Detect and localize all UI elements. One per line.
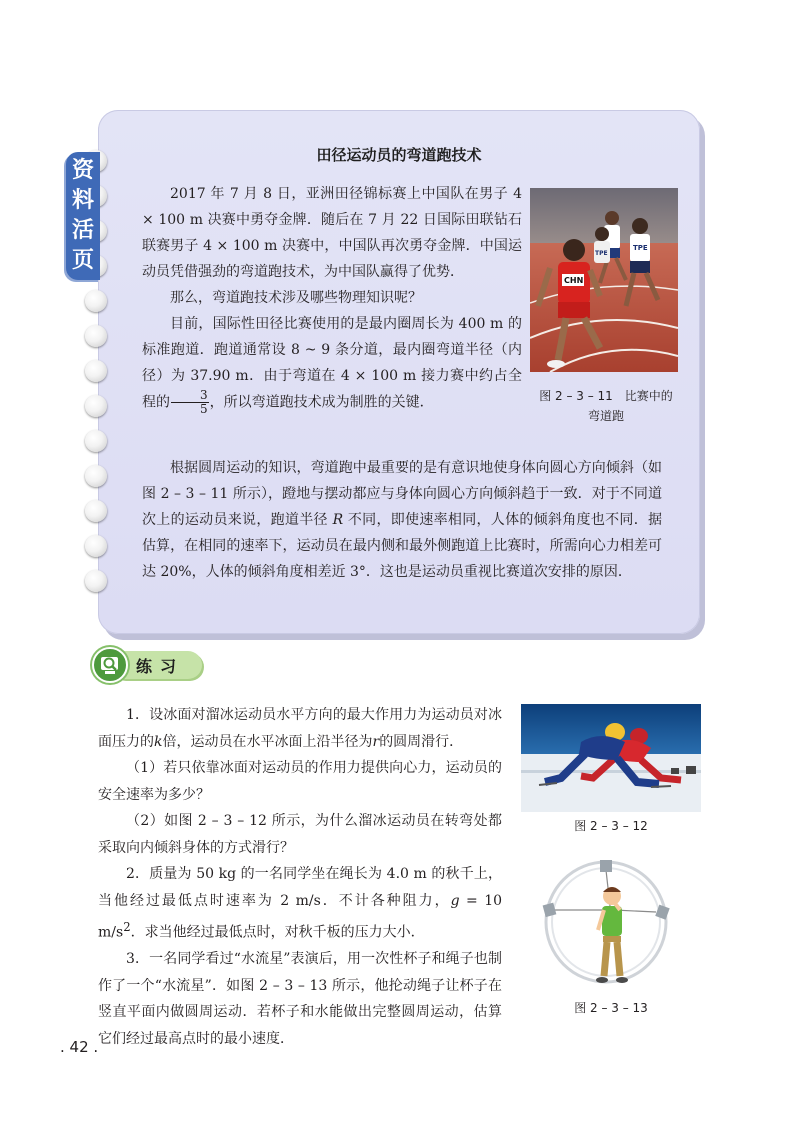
box-title: 田径运动员的弯道跑技术 — [316, 146, 482, 164]
bib-tpe: TPE — [633, 244, 648, 252]
paragraph: 那么，弯道跑技术涉及哪些物理知识呢？ — [170, 290, 422, 306]
variable-k: k — [154, 733, 163, 750]
binder-ring — [85, 395, 107, 417]
bib-tpe: TPE — [595, 250, 608, 257]
box-paragraph-full — [142, 455, 662, 585]
exercise-label: 练习 — [136, 657, 185, 676]
binder-ring — [85, 535, 107, 557]
paragraph-text: ，所以弯道跑技术成为制胜的关键． — [209, 394, 434, 411]
bib-chn: CHN — [564, 276, 584, 285]
box-paragraphs — [142, 181, 522, 416]
binder-ring — [85, 360, 107, 382]
runners-photo — [530, 188, 678, 372]
question-1 — [98, 702, 502, 755]
side-tab-char: 资 — [71, 158, 94, 183]
fraction-denominator: 5 — [200, 402, 208, 416]
paragraph-text: 根据圆周运动的知识，弯道跑中最重要的是有意识地使身体向圆心方向倾斜（如图 2 – 3 – 11 所示），蹬地与摆动都应与身体向圆心方向倾斜趋于一致．对于不同道次上的运动员来说，跑道半径 — [142, 460, 662, 528]
paragraph — [142, 455, 662, 585]
skaters-photo — [521, 704, 701, 812]
paragraph: 2017 年 7 月 8 日，亚洲田径锦标赛上中国队在男子 4 × 100 m 决赛中勇夺金牌．随后在 7 月 22 日国际田联钻石联赛男子 4 × 100 m 决赛中，中国队再次勇夺金牌．中国运动员凭借强劲的弯道跑技术，为中国队赢得了优势． — [142, 186, 522, 280]
paragraph-text: 目前，国际性田径比赛使用的是最内圈周长为 400 m 的标准跑道．跑道通常设 8 ~ 9 条分道，最内圈弯道半径（内径）为 37.90 m．由于弯道在 4 × 100 m 接力赛中约占全程的 — [142, 316, 522, 411]
paragraph — [142, 311, 522, 416]
side-tab-char: 料 — [71, 188, 94, 213]
figure-caption-12: 图 2 – 3 – 12 — [574, 819, 648, 833]
variable-r: R — [332, 512, 344, 528]
magnifier-icon — [92, 647, 128, 683]
superscript: 2 — [123, 920, 131, 934]
side-tab-char: 活 — [71, 218, 94, 243]
figure-caption-13: 图 2 – 3 – 13 — [574, 1001, 648, 1015]
question-2 — [98, 861, 502, 946]
side-tab-material-page — [66, 152, 100, 280]
question-text: 1．设冰面对溜冰运动员水平方向的最大作用力为运动员对冰面压力的 — [98, 707, 502, 750]
binder-ring — [85, 325, 107, 347]
binder-ring — [85, 570, 107, 592]
fraction-numerator: 3 — [171, 389, 209, 403]
question-1-sub-2: （2）如图 2 – 3 – 12 所示，为什么溜冰运动员在转弯处都采取向内倾斜身体的方式滑行？ — [98, 813, 502, 856]
question-3: 3．一名同学看过“水流星”表演后，用一次性杯子和绳子也制作了一个“水流星”．如图 2 – 3 – 13 所示，他抡动绳子让杯子在竖直平面内做圆周运动．若杯子和水能做出完整圆周运动，估算它们经过最高点时的最小速度． — [98, 951, 502, 1047]
binder-ring — [85, 465, 107, 487]
runners-illustration — [530, 188, 678, 372]
water-meteor-figure — [540, 852, 672, 998]
question-1-sub-1: （1）若只依靠冰面对运动员的作用力提供向心力，运动员的安全速率为多少？ — [98, 760, 502, 803]
figure-caption — [528, 386, 684, 426]
variable-r: r — [372, 733, 380, 750]
binder-ring — [85, 500, 107, 522]
question-text: = 10 m/s — [98, 892, 503, 941]
question-text: 的圆周滑行． — [379, 733, 464, 750]
question-text: ．求当他经过最低点时，对秋千板的压力大小． — [130, 924, 425, 941]
caption-line: 图 2 – 3 – 11 比赛中的 — [539, 389, 673, 403]
caption-line: 弯道跑 — [587, 409, 624, 423]
side-tab-char: 页 — [71, 248, 94, 273]
binder-ring — [85, 290, 107, 312]
fraction — [171, 389, 209, 416]
paragraph-text: 不同，即使速率相同，人体的倾斜角度也不同．据估算，在相同的速率下，运动员在最内侧和最外侧跑道上比赛时，所需向心力相差可达 20%，人体的倾斜角度相差近 3°．这也是运动员重视比赛道次安排的原因． — [142, 512, 663, 580]
question-text: 倍，运动员在水平冰面上沿半径为 — [162, 733, 373, 750]
page-number: . 42 . — [60, 1038, 99, 1056]
binder-ring — [85, 430, 107, 452]
exercise-header — [92, 647, 202, 683]
question-text: 2．质量为 50 kg 的一名同学坐在绳长为 4.0 m 的秋千上，当他经过最低点时速率为 2 m/s．不计各种阻力， — [98, 866, 502, 909]
skaters-illustration — [521, 704, 701, 812]
variable-g: g — [450, 892, 460, 909]
exercise-body — [98, 702, 502, 1052]
